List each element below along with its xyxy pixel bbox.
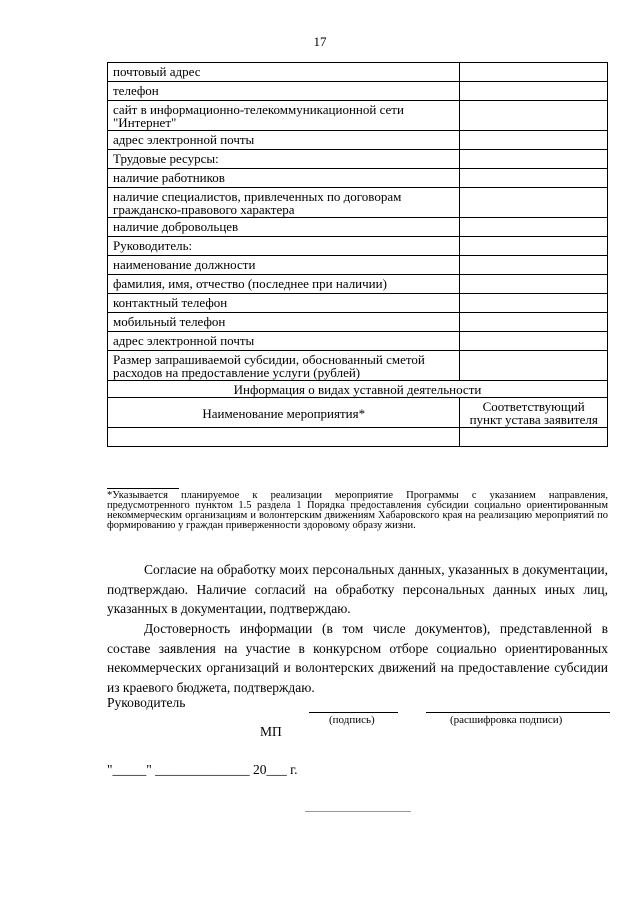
row-value-cell[interactable] xyxy=(460,294,608,313)
row-label: наименование должности xyxy=(108,256,460,275)
row-value-cell[interactable] xyxy=(460,169,608,188)
form-row xyxy=(108,82,608,101)
form-row xyxy=(108,218,608,237)
row-value-cell[interactable] xyxy=(460,275,608,294)
signature-decode-caption: (расшифровка подписи) xyxy=(450,714,563,726)
form-row xyxy=(108,63,608,82)
row-value-cell[interactable] xyxy=(460,218,608,237)
row-label: адрес электронной почты xyxy=(108,131,460,150)
form-row xyxy=(108,332,608,351)
row-label: наличие добровольцев xyxy=(108,218,460,237)
signature-decode-line[interactable] xyxy=(426,712,610,713)
consent-paragraph: Согласие на обработку моих персональных данных, указанных в документации, подтверждаю. Наличие согласий на обработку персональных данных иных лиц, указанных в документации, подтверждаю. xyxy=(107,562,608,616)
row-label: наличие специалистов, привлеченных по договорам гражданско-правового характера xyxy=(108,188,460,218)
row-label: Руководитель: xyxy=(108,237,460,256)
form-row xyxy=(108,237,608,256)
signature-line[interactable] xyxy=(309,712,398,713)
row-label: сайт в информационно-телекоммуникационной сети "Интернет" xyxy=(108,101,460,131)
row-label: мобильный телефон xyxy=(108,313,460,332)
stamp-label: МП xyxy=(260,724,282,739)
footnote: *Указывается планируемое к реализации мероприятие Программы с указанием направления, предусмотренного пунктом 1.5 раздела 1 Порядка предоставления субсидии социально ориентированным некоммерческим организациям и волонтерским движениям Хабаровского края на реализацию мероприятий по формированию у граждан приверженности здоровому образу жизни. xyxy=(107,490,608,531)
row-value-cell[interactable] xyxy=(460,351,608,381)
application-form-table xyxy=(107,62,608,447)
form-row xyxy=(108,351,608,381)
row-label: почтовый адрес xyxy=(108,63,460,82)
form-row xyxy=(108,313,608,332)
row-value-cell[interactable] xyxy=(460,101,608,131)
form-row xyxy=(108,101,608,131)
row-value-cell[interactable] xyxy=(460,237,608,256)
charter-clause-cell[interactable] xyxy=(460,428,608,447)
row-value-cell[interactable] xyxy=(460,131,608,150)
charter-clause-header: Соответствующий пункт устава заявителя xyxy=(460,398,608,428)
footnote-separator xyxy=(107,488,179,489)
reliability-paragraph: Достоверность информации (в том числе документов), представленной в составе заявления на участие в конкурсном отборе социально ориентированных некоммерческих организаций и волонтерских движений на предоставление субсидии из краевого бюджета, подтверждаю. xyxy=(107,621,608,695)
row-value-cell[interactable] xyxy=(460,188,608,218)
page-number: 17 xyxy=(313,34,327,49)
row-label: телефон xyxy=(108,82,460,101)
row-value-cell[interactable] xyxy=(460,82,608,101)
form-row xyxy=(108,169,608,188)
form-row xyxy=(108,150,608,169)
row-label: Трудовые ресурсы: xyxy=(108,150,460,169)
row-value-cell[interactable] xyxy=(460,332,608,351)
form-row xyxy=(108,294,608,313)
row-label: Размер запрашиваемой субсидии, обоснованный сметой расходов на предоставление услуги (рублей) xyxy=(108,351,460,381)
row-label: контактный телефон xyxy=(108,294,460,313)
signature-caption: (подпись) xyxy=(329,714,375,726)
event-name-header: Наименование мероприятия* xyxy=(108,398,460,428)
form-row xyxy=(108,131,608,150)
date-line[interactable]: "_____" ______________ 20___ г. xyxy=(107,762,298,777)
row-value-cell[interactable] xyxy=(460,63,608,82)
row-value-cell[interactable] xyxy=(460,150,608,169)
form-row xyxy=(108,188,608,218)
row-label: наличие работников xyxy=(108,169,460,188)
row-label: фамилия, имя, отчество (последнее при наличии) xyxy=(108,275,460,294)
head-label: Руководитель xyxy=(107,695,186,710)
event-name-cell[interactable] xyxy=(108,428,460,447)
form-row xyxy=(108,256,608,275)
bottom-rule xyxy=(305,811,411,812)
row-value-cell[interactable] xyxy=(460,256,608,275)
form-row xyxy=(108,275,608,294)
row-value-cell[interactable] xyxy=(460,313,608,332)
activity-info-header: Информация о видах уставной деятельности xyxy=(108,381,608,398)
row-label: адрес электронной почты xyxy=(108,332,460,351)
